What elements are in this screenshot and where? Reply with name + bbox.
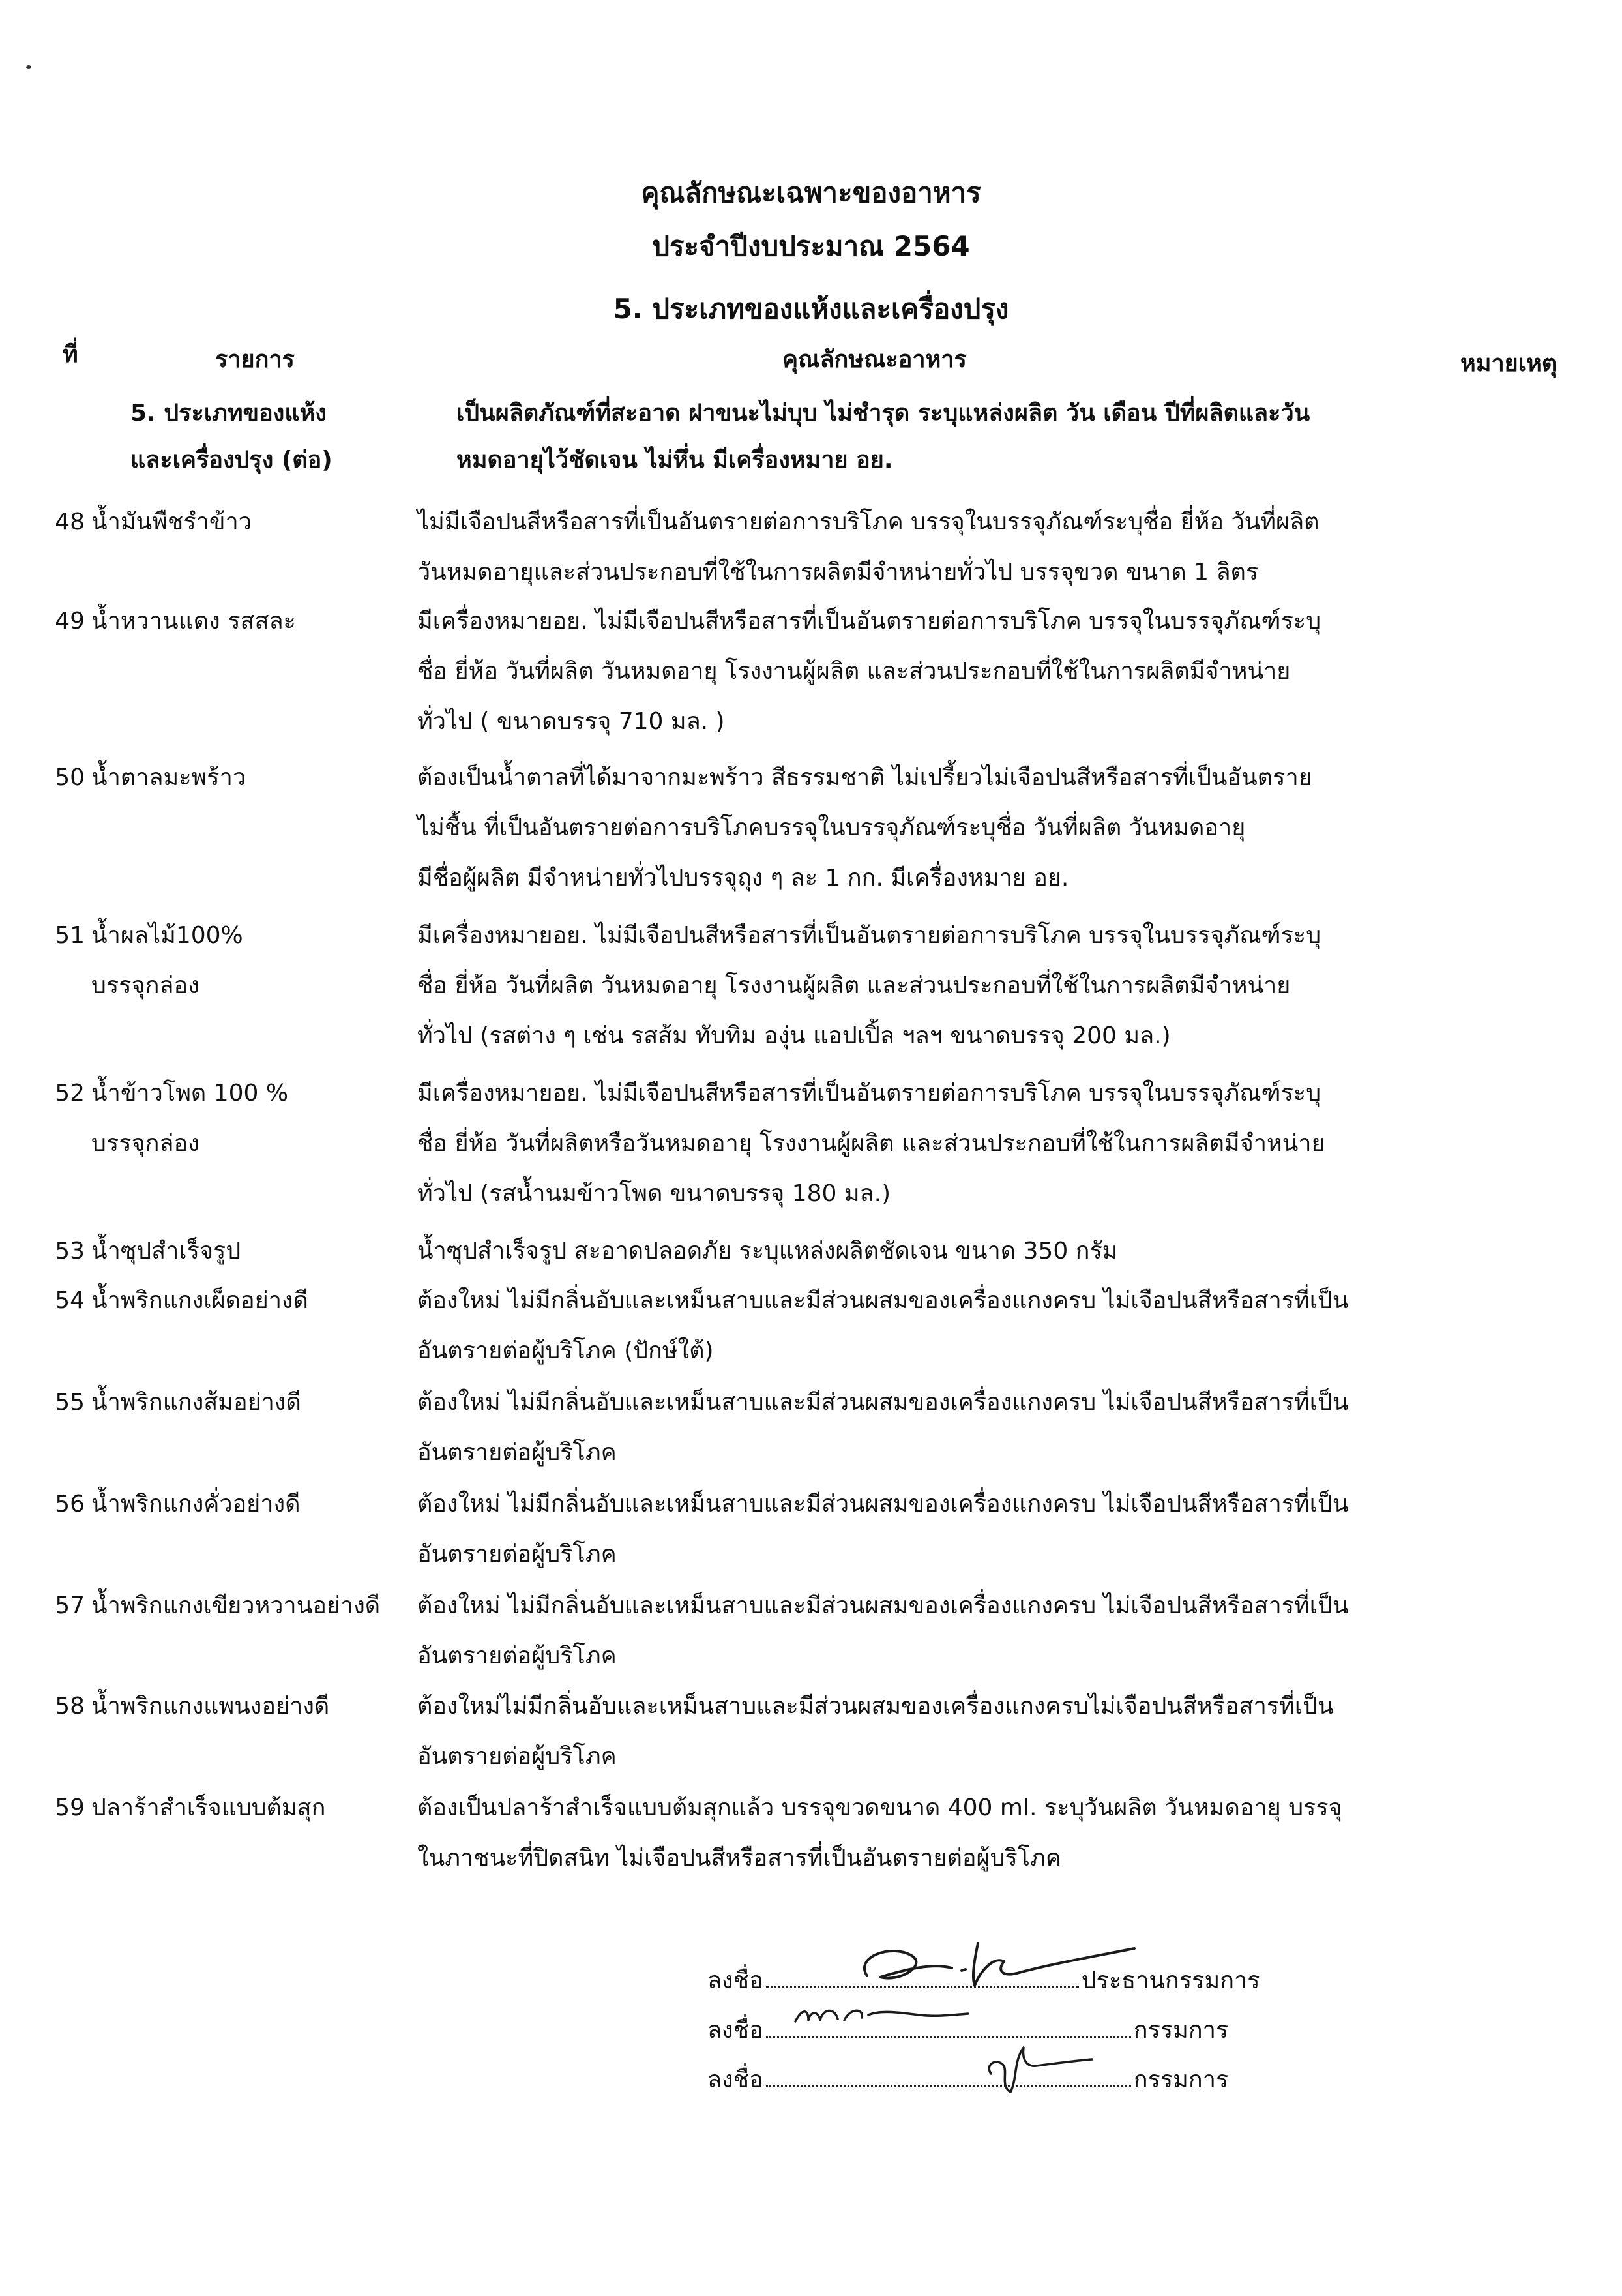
signature-role: กรรมการ bbox=[1133, 2066, 1229, 2093]
header-item: รายการ bbox=[215, 346, 295, 373]
row-desc: ต้องใหม่ ไม่มีกลิ่นอับและเหม็นสาบและมีส่วนผสมของเครื่องแกงครบ ไม่เจือปนสีหรือสารที่เป็น อันตรายต่อผู้บริโภค bbox=[417, 1491, 1349, 1568]
row-desc: ต้องใหม่ ไม่มีกลิ่นอับและเหม็นสาบและมีส่วนผสมของเครื่องแกงครบ ไม่เจือปนสีหรือสารที่เป็น อันตรายต่อผู้บริโภค (ปักษ์ใต้) bbox=[417, 1287, 1349, 1364]
row-desc: มีเครื่องหมายอย. ไม่มีเจือปนสีหรือสารที่เป็นอันตรายต่อการบริโภค บรรจุในบรรจุภัณฑ์ระบุ ชื่อ ยี่ห้อ วันที่ผลิต วันหมดอายุ โรงงานผู้ผลิต และส่วนประกอบที่ใช้ในการผลิตมีจำหน่าย ทั่วไป ( ขนาดบรรจุ 710 มล. ) bbox=[417, 608, 1321, 735]
doc-fiscal-year: ประจำปีงบประมาณ 2564 bbox=[652, 230, 970, 262]
row-number: 58 bbox=[55, 1693, 85, 1720]
row-name: น้ำมันพืชรำข้าว bbox=[91, 509, 252, 535]
row-name: น้ำซุปสำเร็จรูป bbox=[91, 1238, 241, 1264]
signature-label: ลงชื่อ bbox=[707, 2066, 763, 2093]
row-number: 59 bbox=[55, 1795, 85, 1821]
row-name: น้ำพริกแกงเขียวหวานอย่างดี bbox=[91, 1592, 381, 1619]
row-number: 50 bbox=[55, 764, 85, 791]
row-name: ปลาร้าสำเร็จแบบต้มสุก bbox=[91, 1795, 326, 1821]
row-number: 51 bbox=[55, 922, 85, 949]
row-desc: ต้องใหม่ ไม่มีกลิ่นอับและเหม็นสาบและมีส่วนผสมของเครื่องแกงครบ ไม่เจือปนสีหรือสารที่เป็น อันตรายต่อผู้บริโภค bbox=[417, 1389, 1349, 1466]
header-note: หมายเหตุ bbox=[1460, 350, 1557, 377]
row-number: 57 bbox=[55, 1592, 85, 1619]
row-desc: ต้องเป็นปลาร้าสำเร็จแบบต้มสุกแล้ว บรรจุขวดขนาด 400 ml. ระบุวันผลิต วันหมดอายุ บรรจุ ในภาชนะที่ปิดสนิท ไม่เจือปนสีหรือสารที่เป็นอันตรายต่อผู้บริโภค bbox=[417, 1795, 1342, 1871]
row-name: น้ำพริกแกงแพนงอย่างดี bbox=[91, 1693, 330, 1720]
row-number: 48 bbox=[55, 509, 85, 535]
scan-speck bbox=[26, 65, 31, 69]
row-name: น้ำตาลมะพร้าว bbox=[91, 764, 246, 791]
row-desc: มีเครื่องหมายอย. ไม่มีเจือปนสีหรือสารที่เป็นอันตรายต่อการบริโภค บรรจุในบรรจุภัณฑ์ระบุ ชื่อ ยี่ห้อ วันที่ผลิตหรือวันหมดอายุ โรงงานผู้ผลิต และส่วนประกอบที่ใช้ในการผลิตมีจำหน่าย ทั่วไป (รสน้ำนมข้าวโพด ขนาดบรรจุ 180 มล.) bbox=[417, 1080, 1325, 1207]
row-number: 56 bbox=[55, 1491, 85, 1517]
signature-label: ลงชื่อ bbox=[707, 2017, 763, 2044]
handwritten-signature-chair bbox=[841, 1930, 1141, 2002]
row-desc: น้ำซุปสำเร็จรูป สะอาดปลอดภัย ระบุแหล่งผลิตชัดเจน ขนาด 350 กรัม bbox=[417, 1238, 1118, 1264]
handwritten-signature-member-1 bbox=[789, 1995, 971, 2041]
header-spec: คุณลักษณะอาหาร bbox=[782, 346, 967, 373]
signature-role: กรรมการ bbox=[1133, 2017, 1229, 2044]
row-number: 53 bbox=[55, 1238, 85, 1264]
row-name: น้ำผลไม้100% บรรจุกล่อง bbox=[91, 922, 243, 999]
doc-title: คุณลักษณะเฉพาะของอาหาร bbox=[641, 177, 981, 209]
row-desc: ต้องใหม่ไม่มีกลิ่นอับและเหม็นสาบและมีส่วนผสมของเครื่องแกงครบไม่เจือปนสีหรือสารที่เป็น อันตรายต่อผู้บริโภค bbox=[417, 1693, 1334, 1770]
row-desc: ต้องเป็นน้ำตาลที่ได้มาจากมะพร้าว สีธรรมชาติ ไม่เปรี้ยวไม่เจือปนสีหรือสารที่เป็นอันตราย ไม่ชื้น ที่เป็นอันตรายต่อการบริโภคบรรจุในบรรจุภัณฑ์ระบุชื่อ วันที่ผลิต วันหมดอายุ มีชื่อผู้ผลิต มีจำหน่ายทั่วไปบรรจุถุง ๆ ละ 1 กก. มีเครื่องหมาย อย. bbox=[417, 764, 1312, 891]
row-name: น้ำพริกแกงส้มอย่างดี bbox=[91, 1389, 301, 1416]
row-desc: มีเครื่องหมายอย. ไม่มีเจือปนสีหรือสารที่เป็นอันตรายต่อการบริโภค บรรจุในบรรจุภัณฑ์ระบุ ชื่อ ยี่ห้อ วันที่ผลิต วันหมดอายุ โรงงานผู้ผลิต และส่วนประกอบที่ใช้ในการผลิตมีจำหน่าย ทั่วไป (รสต่าง ๆ เช่น รสส้ม ทับทิม องุ่น แอปเปิ้ล ฯลฯ ขนาดบรรจุ 200 มล.) bbox=[417, 922, 1321, 1049]
row-name: น้ำหวานแดง รสสละ bbox=[91, 608, 296, 634]
row-name: น้ำข้าวโพด 100 % บรรจุกล่อง bbox=[91, 1080, 289, 1157]
intro-desc: เป็นผลิตภัณฑ์ที่สะอาด ฝาขนะไม่บุบ ไม่ชำรุด ระบุแหล่งผลิต วัน เดือน ปีที่ผลิตและวัน หมดอายุไว้ชัดเจน ไม่หึ่น มีเครื่องหมาย อย. bbox=[456, 400, 1310, 473]
intro-name: 5. ประเภทของแห้ง และเครื่องปรุง (ต่อ) bbox=[130, 400, 332, 473]
row-name: น้ำพริกแกงเผ็ดอย่างดี bbox=[91, 1287, 308, 1314]
row-number: 55 bbox=[55, 1389, 85, 1416]
row-number: 54 bbox=[55, 1287, 85, 1314]
signature-role: ประธานกรรมการ bbox=[1081, 1967, 1260, 1994]
signature-line-member-2 bbox=[707, 2065, 1228, 2096]
signature-label: ลงชื่อ bbox=[707, 1967, 763, 1994]
row-name: น้ำพริกแกงคั่วอย่างดี bbox=[91, 1491, 301, 1517]
doc-category: 5. ประเภทของแห้งและเครื่องปรุง bbox=[613, 293, 1009, 325]
row-number: 49 bbox=[55, 608, 85, 634]
intro-row bbox=[39, 390, 1604, 494]
handwritten-signature-member-2 bbox=[978, 2035, 1095, 2106]
header-no: ที่ bbox=[63, 341, 78, 368]
row-number: 52 bbox=[55, 1080, 85, 1107]
row-desc: ต้องใหม่ ไม่มีกลิ่นอับและเหม็นสาบและมีส่วนผสมของเครื่องแกงครบ ไม่เจือปนสีหรือสารที่เป็น อันตรายต่อผู้บริโภค bbox=[417, 1592, 1349, 1669]
row-desc: ไม่มีเจือปนสีหรือสารที่เป็นอันตรายต่อการบริโภค บรรจุในบรรจุภัณฑ์ระบุชื่อ ยี่ห้อ วันที่ผลิต วันหมดอายุและส่วนประกอบที่ใช้ในการผลิตมีจำหน่ายทั่วไป บรรจุขวด ขนาด 1 ลิตร bbox=[417, 509, 1320, 586]
